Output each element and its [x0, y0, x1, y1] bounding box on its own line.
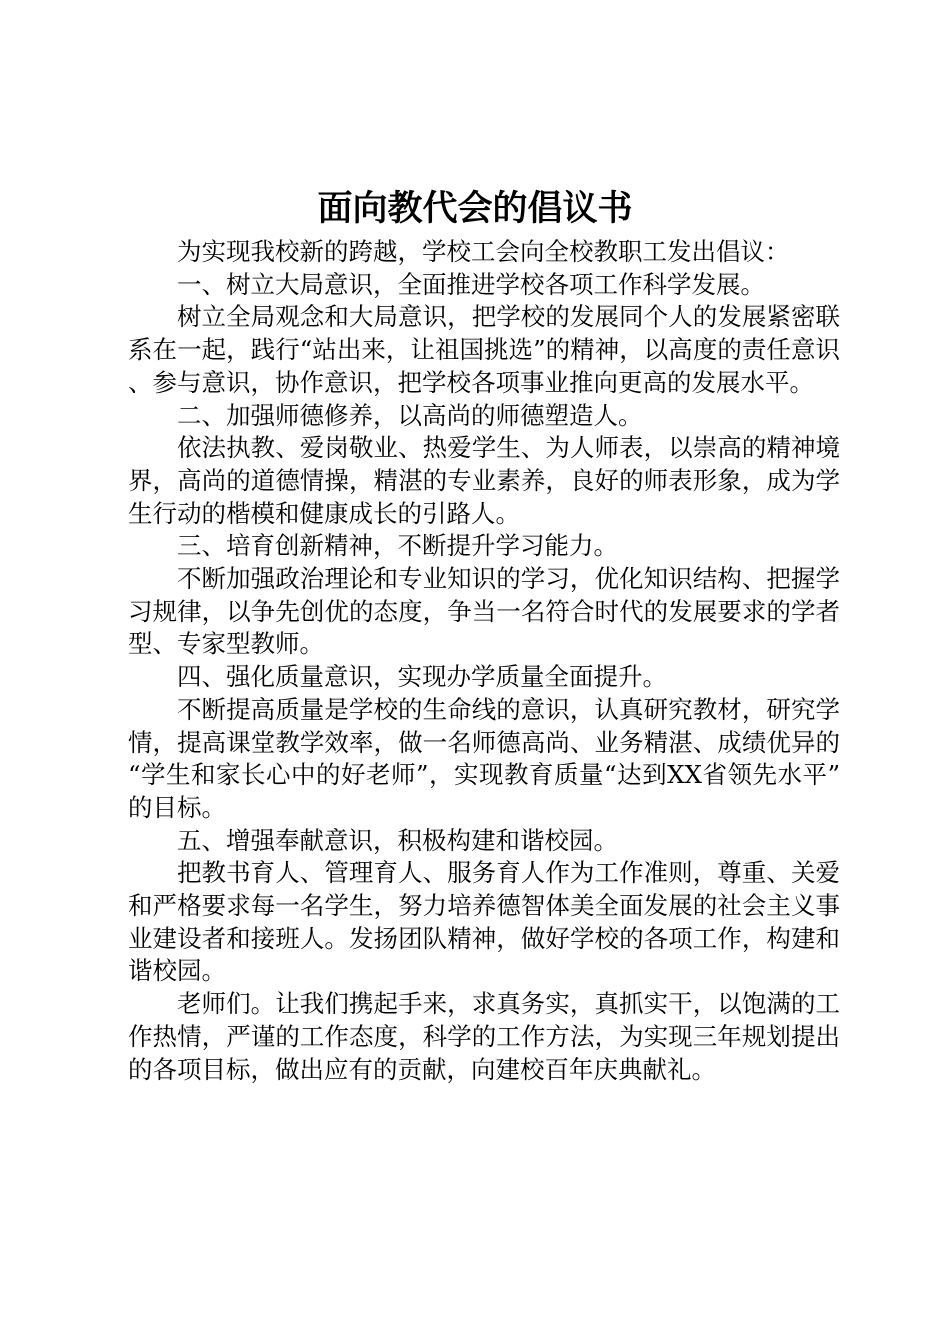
paragraph-4: 不断提高质量是学校的生命线的意识，认真研究教材，研究学情，提高课堂教学效率，做一名师德高尚、业务精湛、成绩优异的“学生和家长心中的好老师”，实现教育质量“达到XX省领先水平”的目标。 — [128, 694, 840, 822]
paragraph-closing: 老师们。让我们携起手来，求真务实，真抓实干，以饱满的工作热情，严谨的工作态度，科学的工作方法，为实现三年规划提出的各项目标，做出应有的贡献，向建校百年庆典献礼。 — [128, 989, 840, 1084]
section-heading-2: 二、加强师德修养，以高尚的师德塑造人。 — [177, 400, 643, 430]
paragraph-5: 把教书育人、管理育人、服务育人作为工作准则，尊重、关爱和严格要求每一名学生，努力培养德智体美全面发展的社会主义事业建设者和接班人。发扬团队精神，做好学校的各项工作，构建和谐校园。 — [128, 858, 840, 986]
paragraph-3: 不断加强政治理论和专业知识的学习，优化知识结构、把握学习规律，以争先创优的态度，争当一名符合时代的发展要求的学者型、专家型教师。 — [128, 564, 840, 659]
document-title: 面向教代会的倡议书 — [317, 188, 633, 229]
document-body — [128, 236, 840, 1086]
section-heading-1: 一、树立大局意识，全面推进学校各项工作科学发展。 — [177, 269, 765, 299]
section-heading-5: 五、增强奉献意识，积极构建和谐校园。 — [177, 825, 618, 855]
section-heading-4: 四、强化质量意识，实现办学质量全面提升。 — [177, 662, 667, 692]
paragraph-intro: 为实现我校新的跨越，学校工会向全校教职工发出倡议： — [177, 237, 790, 266]
paragraph-2: 依法执教、爱岗敬业、热爱学生、为人师表，以崇高的精神境界，高尚的道德情操，精湛的专业素养，良好的师表形象，成为学生行动的楷模和健康成长的引路人。 — [128, 433, 840, 528]
paragraph-1: 树立全局观念和大局意识，把学校的发展同个人的发展紧密联系在一起，践行“站出来，让祖国挑选”的精神，以高度的责任意识、参与意识，协作意识，把学校各项事业推向更高的发展水平。 — [128, 302, 840, 397]
section-heading-3: 三、培育创新精神，不断提升学习能力。 — [177, 531, 618, 561]
